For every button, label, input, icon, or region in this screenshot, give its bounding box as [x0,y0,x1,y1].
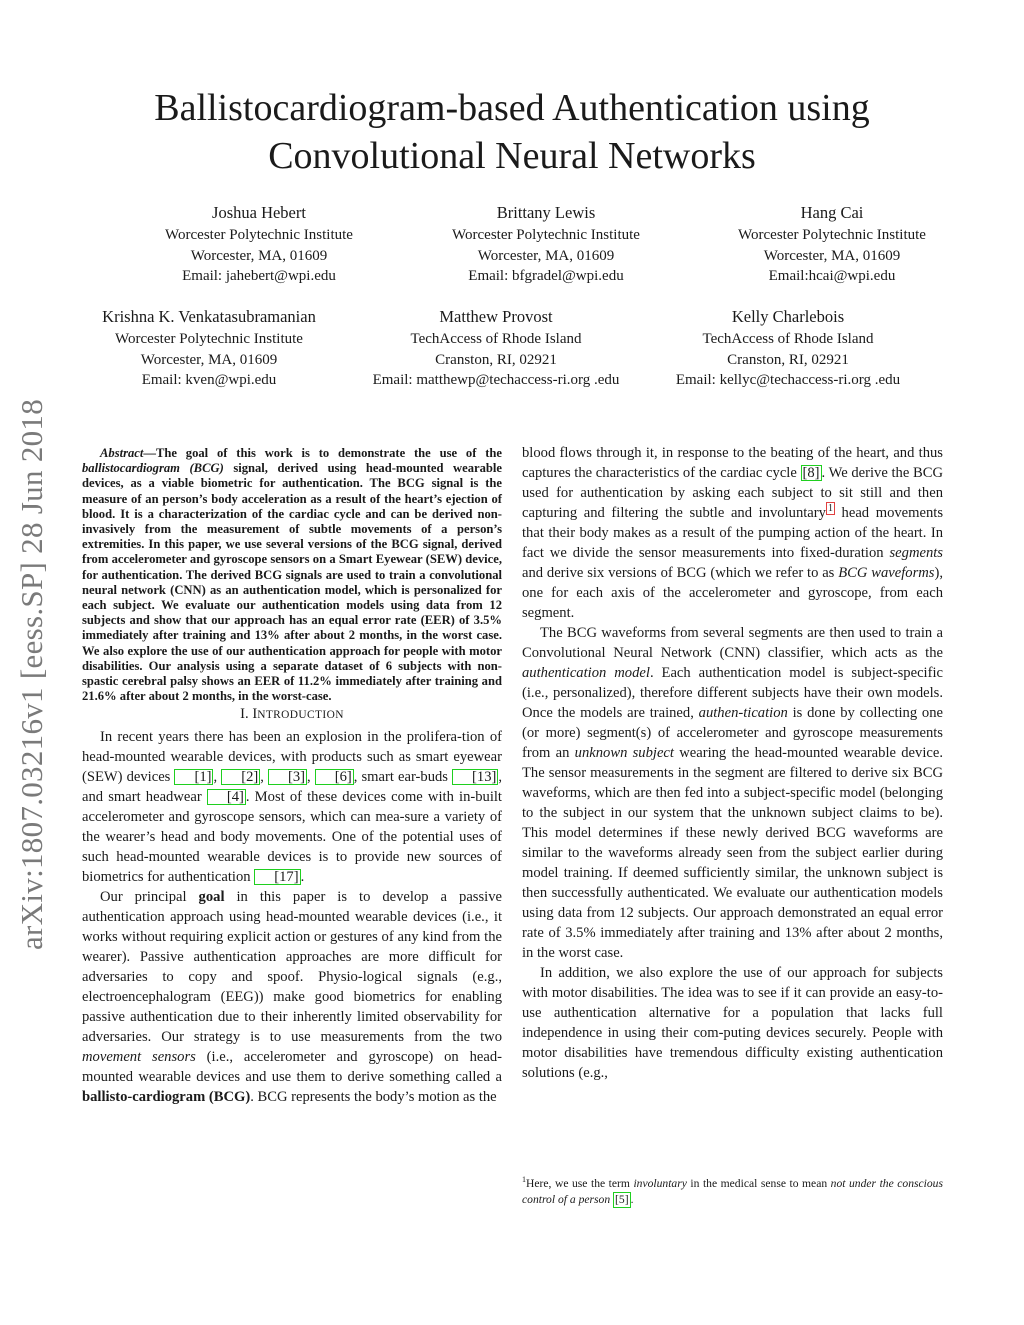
author-email: Email: kven@wpi.edu [141,372,277,389]
author-affiliation: Worcester Polytechnic Institute [165,227,353,243]
citation-link[interactable]: [2] [221,769,260,785]
author-affiliation: Worcester Polytechnic Institute [452,227,640,243]
author-address: Worcester, MA, 01609 [140,351,278,368]
author-affiliation: TechAccess of Rhode Island [410,331,582,347]
intro-paragraph-2: Our principal goal in this paper is to develop a passive authentication approach using head-mounted wearable devices (i.e., it works without requiring explicit action or gestures of any kind from the wearer). Passive authentication approaches are more difficult for adversaries to copy and spoof. Physio-logical signals (e.g., electroencephalogram (EEG)) make good biometrics for enabling passive authentication due to their inherently limited observability for adversaries. Our strategy is to use measurements from the two movement sensors (i.e., accelerometer and gyroscope) on head-mounted wearable devices and use them to derive something called a ballisto-cardiogram (BCG). BCG represents the body’s motion as the [82,889,502,1106]
arxiv-identifier-stamp: arXiv:1807.03216v1 [eess.SP] 28 Jun 2018 [14,398,49,950]
intro-paragraph-1: In recent years there has been an explosion in the prolifera-tion of head-mounted wearable devices, with products such as smart eyewear (SEW) devices [1] , [2] , [3] , [6] , smart ear-buds [13] , and smart headwear [4] . Most of these devices come with in-built accelerometer and gyroscope sensors, which can mea-sure a variety of the wearer’s head and body movements. One of the potential uses of such head-mounted wearable devices is to provide new sources of biometrics for authentication [17] . [82,729,503,886]
section-heading-introduction: I. INTRODUCTION [240,706,344,723]
author-email: Email: kellyc@techaccess-ri.org .edu [675,372,901,389]
author-address: Cranston, RI, 02921 [435,351,557,368]
author-affiliation: TechAccess of Rhode Island [702,331,874,347]
author-name: Krishna K. Venkatasubramanian [102,307,316,326]
citation-link[interactable]: [5] [615,1192,629,1206]
author-name: Matthew Provost [439,307,553,326]
abstract-label: Abstract [100,446,144,460]
right-paragraph-3: In addition, we also explore the use of our approach for subjects with motor disabilities. The idea was to see if it can provide an easy-to-use authentication alternative for a population that lacks full independence in using their com-puting devices securely. People with motor disabilities have tremendous difficulty existing authentication solutions (e.g., [522,965,943,1081]
author-address: Cranston, RI, 02921 [727,351,849,368]
author-address: Worcester, MA, 01609 [190,247,328,264]
footnote: $^1$Here, we use the term involuntary in the medical sense to mean not under the conscious control of a person [5] . [522,1175,943,1206]
author-address: Worcester, MA, 01609 [477,247,615,264]
author-name: Brittany Lewis [496,203,596,222]
citation-link[interactable]: [4] [207,789,246,805]
author-name: Kelly Charlebois [731,307,845,326]
author-block [628,306,948,391]
citation-link[interactable]: [13] [452,769,498,785]
author-block [336,306,656,391]
left-column [82,446,502,1107]
author-affiliation: Worcester Polytechnic Institute [115,331,303,347]
citation-link[interactable]: [8] [802,465,820,481]
abstract: Abstract—The goal of this work is to demonstrate the use of the ballistocardiogram (BCG) signal, derived using head-mounted wearable devices, as a viable biometric for authentication. The BCG signal is the measure of an person’s body acceleration as a result of the heart’s ejection of blood. It is a characterization of the cardiac cycle and can be derived non-invasively from the measurement of subtle movements of a person’s extremities. In this paper, we use several versions of the BCG signal, derived from accelerometer and gyroscope sensors on a Smart Eyewear (SEW) device, for authentication. The derived BCG signals are used to train a convolutional neural network (CNN) as an authentication model, which is personalized for each subject. We evaluate our authentication models using data from 12 subjects and show that our approach has an equal error rate (EER) of 3.5% immediately after training and 13% after about 2 months, in the worst case. We also explore the use of our authentication approach for people with motor disabilities. Our analysis using a separate dataset of 6 subjects with non-spastic cerebral palsy shows an EER of 11.2% immediately after training and 21.6% after about 2 months, in the worst-case. [82,446,502,704]
right-paragraph-1: blood flows through it, in response to the beating of the heart, and thus captures the characteristics of the cardiac cycle [8] . We derive the BCG used for authentication by asking each subject to sit still and then capturing and filtering the subtle and involuntary $^1$ head movements that their body makes as a result of the pumping action of the heart. In fact we divide the sensor measurements into fixed-duration segments and derive six versions of BCG (which we refer to as BCG waveforms), one for each axis of the accelerometer and gyroscope, from each segment. [522,445,943,621]
author-email: Email:hcai@wpi.edu [768,268,896,285]
author-name: Hang Cai [800,203,864,222]
footnote-mark: 1 [522,1175,526,1184]
citation-link[interactable]: [3] [268,769,307,785]
right-paragraph-2: The BCG waveforms from several segments are then used to train a Convolutional Neural Network (CNN) classifier, which acts as the authentication model. Each authentication model is subject-specific (i.e., personalized), therefore different subjects have their own models. Once the models are trained, authen-tication is done by collecting one (or more) segment(s) of accelerometer and gyroscope measurements from an unknown subject wearing the head-mounted wearable device. The sensor measurements in the segment are filtered to derive six BCG waveforms, which are then fed into a subject-specific model (belonging to the subject in our system that the unknown subject claims to be). This model determines if these newly derived BCG waveforms are similar to the waveforms already seen from the subject earlier during model training. If deemed sufficiently similar, the unknown subject is then successfully authenticated. We evaluate our authentication models using data from 12 subjects. Our approach demonstrated an equal error rate of 3.5% immediately after training and 13% after about 2 months, in the worst case. [522,625,943,961]
author-block [672,202,992,287]
author-email: Email: bfgradel@wpi.edu [468,268,624,285]
citation-link[interactable]: [17] [254,869,300,885]
right-column [522,443,943,1083]
author-affiliation: Worcester Polytechnic Institute [738,227,926,243]
citation-link[interactable]: [6] [315,769,354,785]
author-block [386,202,706,287]
author-block [49,306,369,391]
author-name: Joshua Hebert [212,203,306,222]
citation-link[interactable]: [1] [174,769,213,785]
author-email: Email: matthewp@techaccess-ri.org .edu [372,372,620,389]
author-block [99,202,419,287]
author-email: Email: jahebert@wpi.edu [182,268,336,285]
footnote-link[interactable]: 1 [827,503,833,515]
title-line-2: Convolutional Neural Networks [268,135,756,177]
title-line-1: Ballistocardiogram-based Authentication using [154,87,870,129]
author-address: Worcester, MA, 01609 [763,247,901,264]
paper-title [100,84,924,180]
